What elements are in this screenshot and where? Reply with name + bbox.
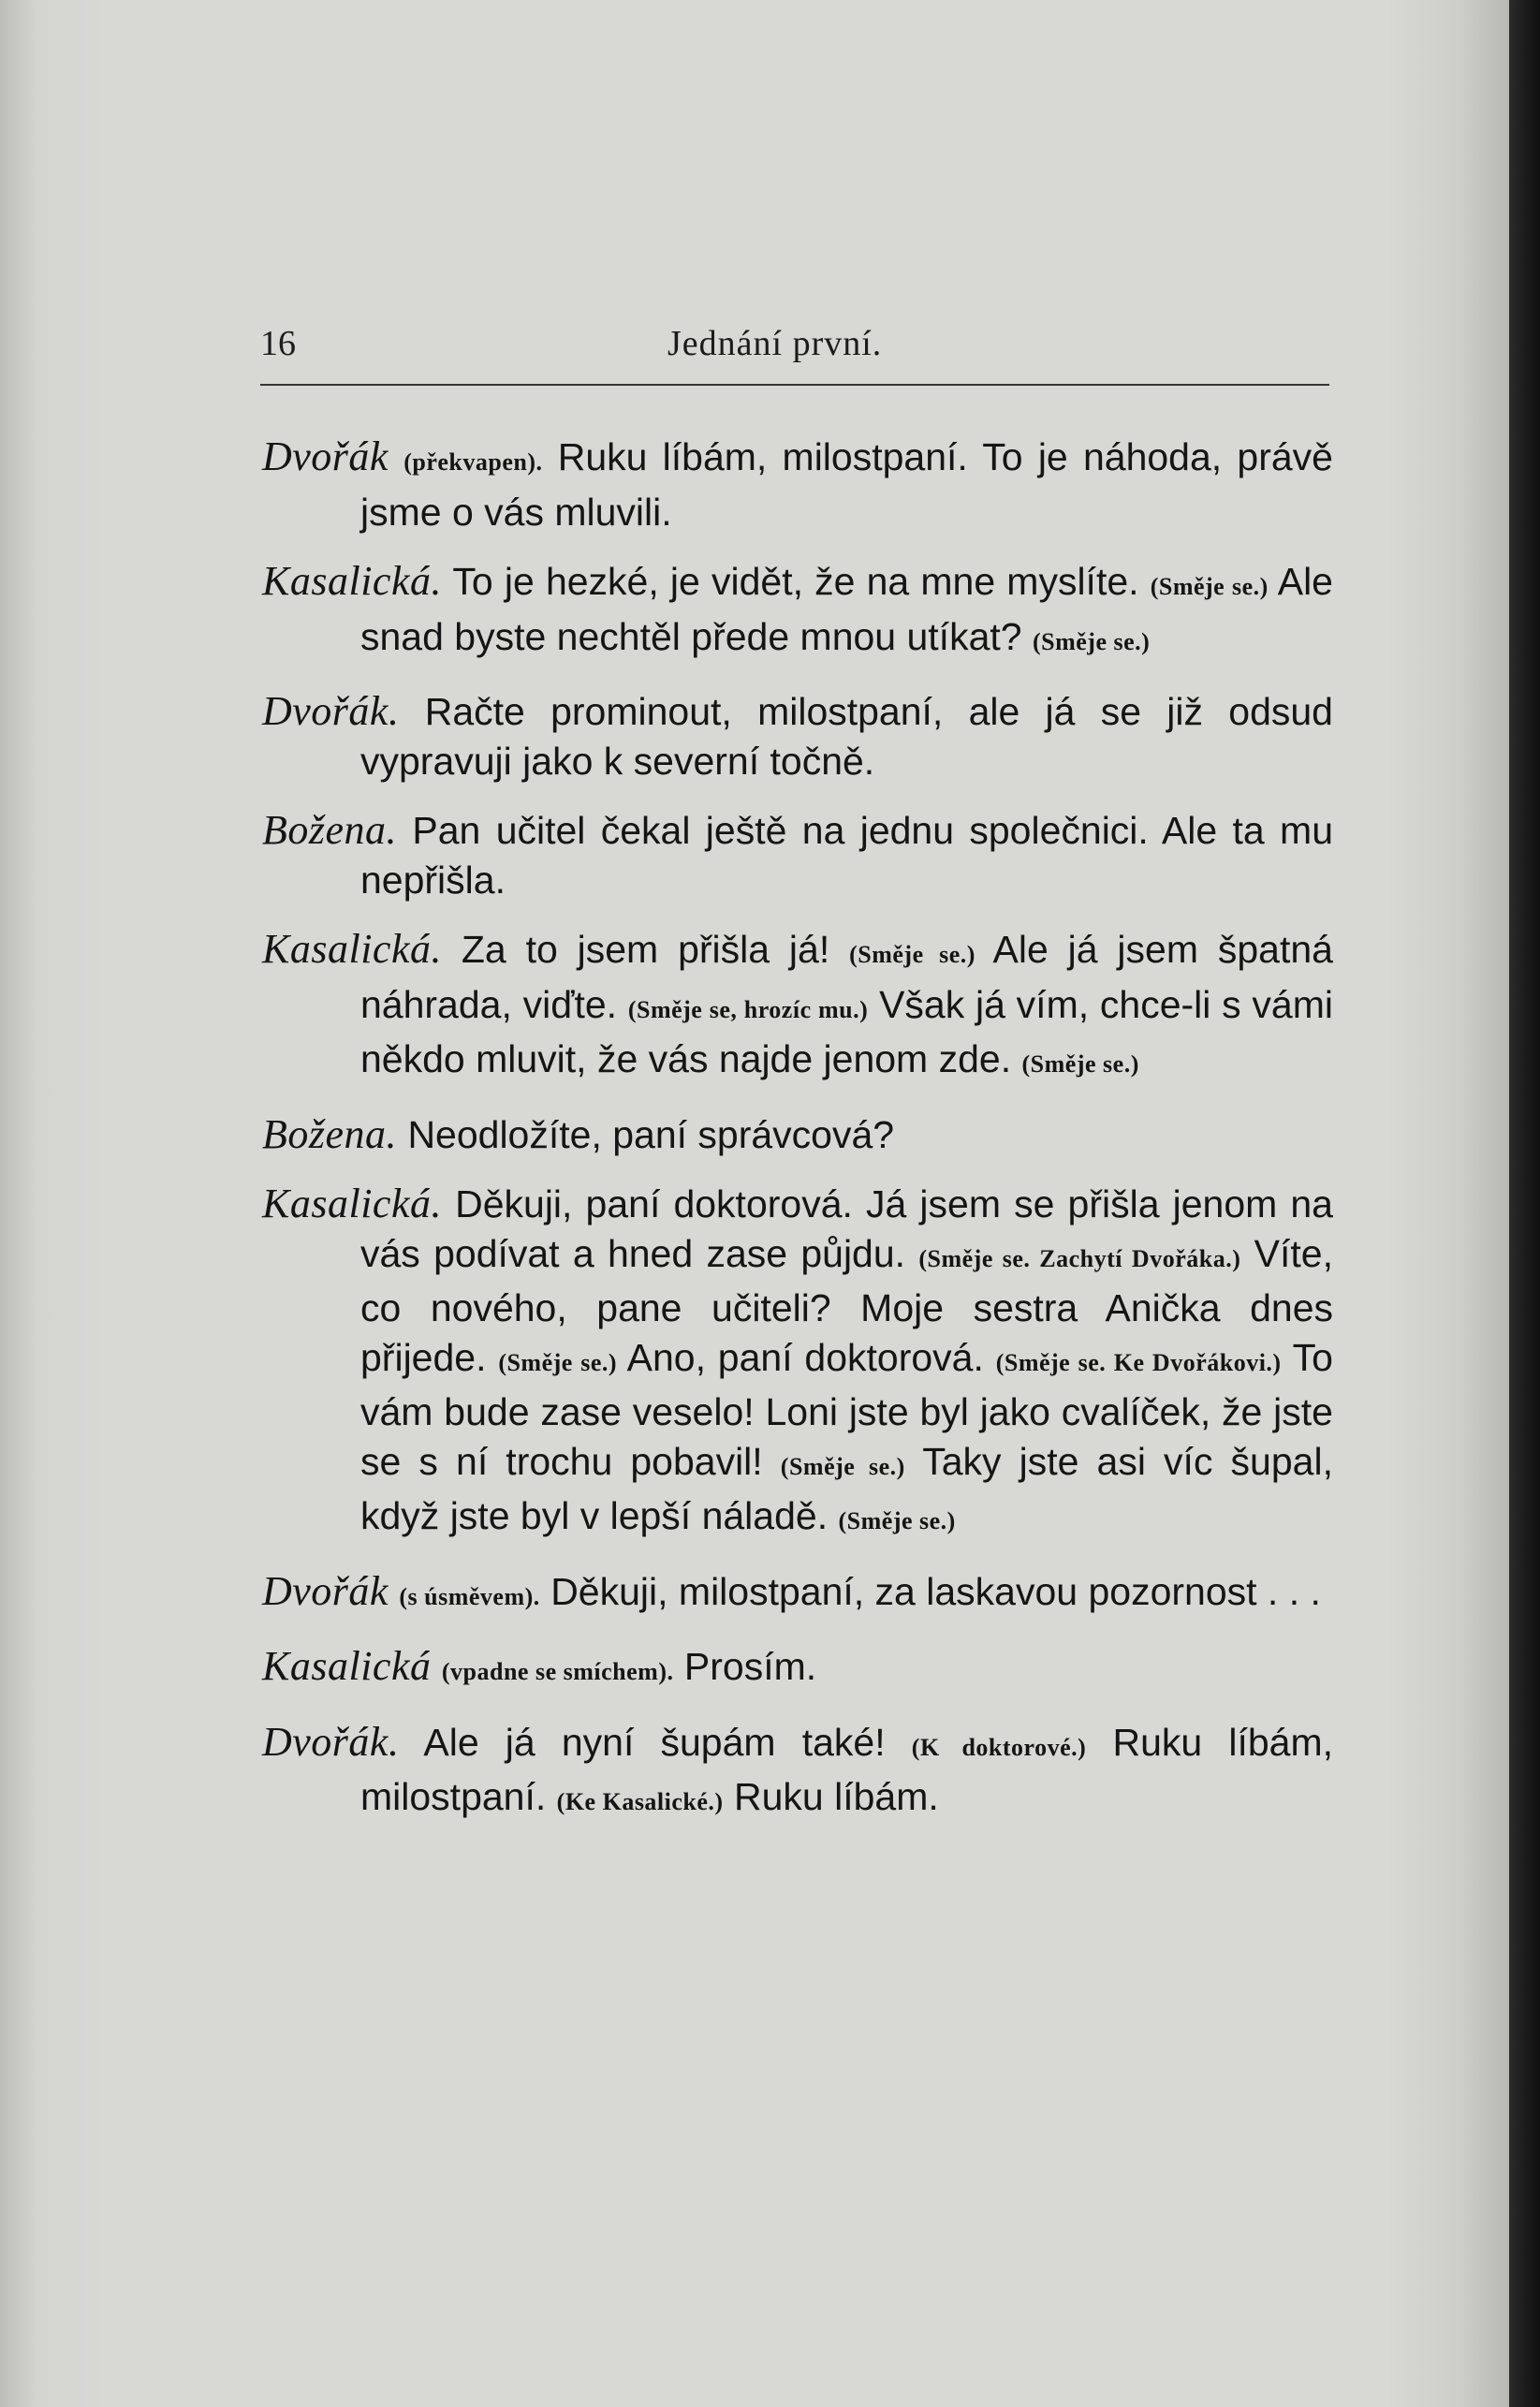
- speaker-name: Kasalická: [262, 1643, 432, 1689]
- speaker-name: Kasalická.: [262, 1181, 442, 1226]
- stage-direction: (Směje se.): [1032, 627, 1151, 655]
- speaker-name: Dvořák.: [262, 688, 400, 734]
- speech-7: [262, 1180, 1333, 1547]
- speech-6: [262, 1110, 1333, 1160]
- speech-text: Ano, paní doktorová.: [626, 1335, 984, 1379]
- speech-text: To vám bude zase veselo! Loni jste byl jako cvalíček, že jste se s ní trochu pobavil!: [360, 1335, 1333, 1483]
- stage-direction: (K doktorové.): [911, 1733, 1087, 1761]
- speaker-name: Dvořák: [262, 433, 389, 479]
- speech-text: Pan učitel čekal ještě na jednu společnici. Ale ta mu nepřišla.: [360, 809, 1333, 902]
- stage-direction: (Směje se.): [849, 941, 975, 968]
- stage-direction: (Směje se.): [1150, 573, 1269, 600]
- speech-text: Ale já nyní šupám také!: [423, 1720, 886, 1764]
- page-edge: [1509, 0, 1540, 2407]
- dialogue-body: [262, 433, 1333, 1848]
- speech-3: [262, 687, 1333, 785]
- stage-direction: (Směje se. Zachytí Dvořáka.): [918, 1244, 1241, 1272]
- speaker-name: Kasalická.: [262, 926, 442, 972]
- speaker-name: Božena.: [262, 807, 398, 853]
- stage-direction: (Ke Kasalické.): [556, 1788, 724, 1815]
- stage-direction: (překvapen).: [403, 448, 543, 476]
- stage-direction: (Směje se, hrozíc mu.): [627, 995, 869, 1023]
- stage-direction: (s úsměvem).: [399, 1582, 540, 1610]
- stage-direction: (Směje se.): [498, 1348, 618, 1376]
- page-number: 16: [260, 324, 296, 363]
- running-head: Jednání první.: [667, 324, 883, 363]
- speech-text: Ruku líbám.: [734, 1775, 939, 1818]
- speech-10: [262, 1718, 1333, 1827]
- stage-direction: (vpadne se smíchem).: [441, 1658, 674, 1685]
- speaker-name: Dvořák: [262, 1567, 389, 1614]
- speech-text: Račte prominout, milostpaní, ale já se již odsud vypravuji jako k severní točně.: [360, 690, 1333, 783]
- speaker-name: Kasalická.: [262, 558, 442, 604]
- speech-text: Však já vím, chce-li s vámi někdo mluvit, že vás najde jenom zde.: [360, 982, 1333, 1080]
- speech-text: Ale snad byste nechtěl přede mnou utíkat?: [360, 560, 1333, 658]
- speech-text: Neodložíte, paní správcová?: [407, 1112, 895, 1156]
- stage-direction: (Směje se. Ke Dvořákovi.): [995, 1348, 1282, 1376]
- stage-direction: (Směje se.): [780, 1452, 905, 1480]
- speech-text: Ruku líbám, milostpaní. To je náhoda, právě jsme o vás mluvili.: [360, 435, 1333, 534]
- speech-text: Děkuji, paní doktorová. Já jsem se přišla jenom na vás podívat a hned zase půjdu.: [360, 1182, 1333, 1275]
- speech-5: [262, 925, 1333, 1090]
- stage-direction: (Směje se.): [838, 1507, 956, 1534]
- header-rule: [260, 384, 1329, 386]
- speaker-name: Dvořák.: [262, 1718, 400, 1765]
- speech-2: [262, 557, 1333, 667]
- speech-text: Prosím.: [683, 1645, 817, 1688]
- speech-4: [262, 806, 1333, 904]
- page-header: [260, 323, 1329, 379]
- speech-text: Děkuji, milostpaní, za laskavou pozornost . . .: [550, 1569, 1321, 1613]
- speech-text: Ale já jsem špatná náhrada, viďte.: [360, 928, 1333, 1026]
- speech-9: [262, 1642, 1333, 1697]
- speech-text: Víte, co nového, pane učiteli? Moje sestra Anička dnes přijede.: [360, 1231, 1333, 1379]
- speech-text: To je hezké, je vidět, že na mne myslíte.: [452, 560, 1139, 603]
- speech-text: Za to jsem přišla já!: [461, 928, 830, 971]
- speech-text: Taky jste asi víc šupal, když jste byl v lepší náladě.: [360, 1439, 1333, 1537]
- speech-1: [262, 433, 1333, 536]
- stage-direction: (Směje se.): [1021, 1050, 1139, 1078]
- speech-text: Ruku líbám, milostpaní.: [360, 1720, 1333, 1818]
- speech-8: [262, 1567, 1333, 1622]
- speaker-name: Božena.: [262, 1110, 398, 1157]
